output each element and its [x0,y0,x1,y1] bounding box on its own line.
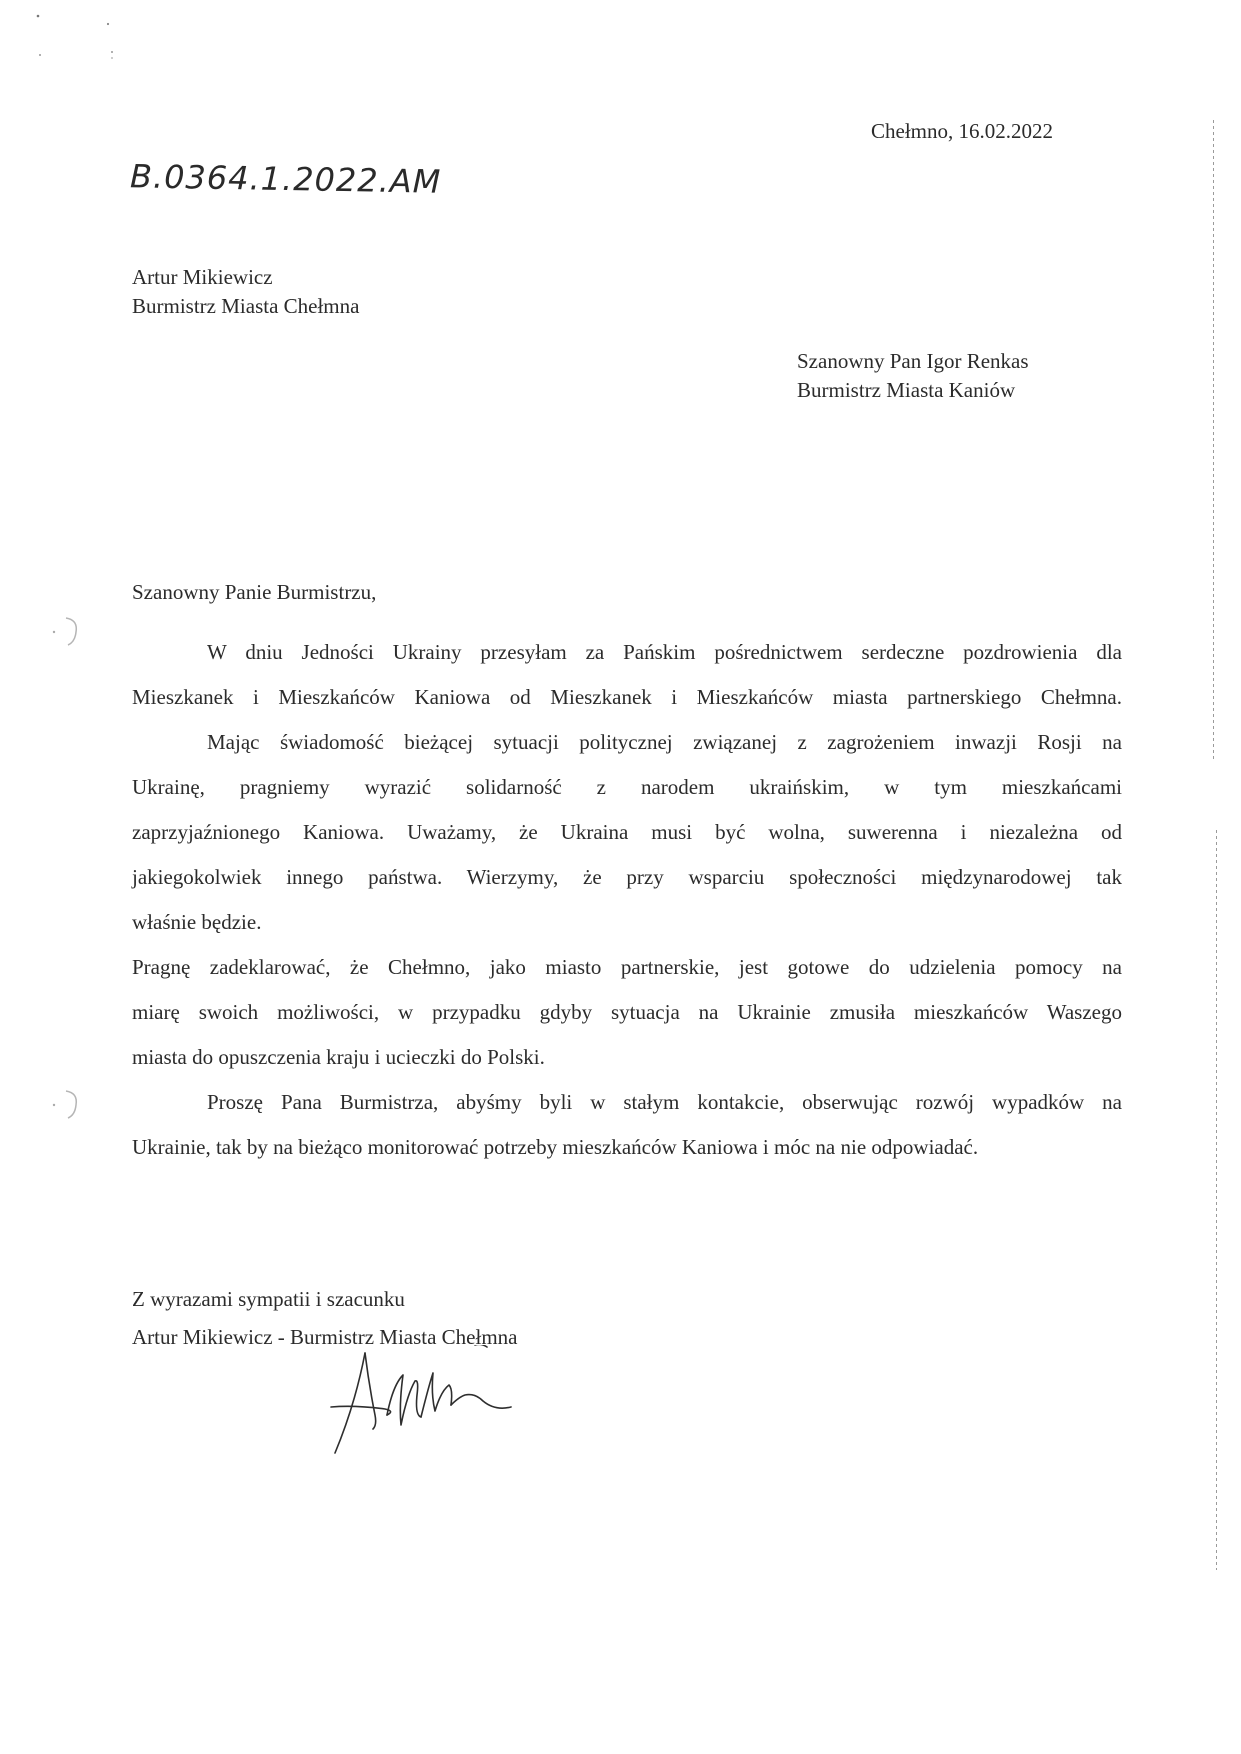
body-line: W dniu Jedności Ukrainy przesyłam za Pańskim pośrednictwem serdeczne pozdrowienia dla [207,640,1122,664]
body-line: Proszę Pana Burmistrza, abyśmy byli w stałym kontakcie, obserwując rozwój wypadków na [207,1090,1122,1114]
letter-body [132,630,1122,1170]
scan-edge-line [1213,120,1214,760]
closing-phrase: Z wyrazami sympatii i szacunku [132,1287,405,1311]
body-line: miarę swoich możliwości, w przypadku gdyby sytuacja na Ukrainie zmusiła mieszkańców Waszego [132,1000,1122,1024]
body-line: jakiegokolwiek innego państwa. Wierzymy, że przy wsparciu społeczności międzynarodowej tak [132,865,1122,889]
body-line: Ukrainie, tak by na bieżąco monitorować potrzeby mieszkańców Kaniowa i móc na nie odpowiadać. [132,1135,979,1159]
recipient-title: Burmistrz Miasta Kaniów [797,378,1016,402]
sender-block [132,263,359,321]
sender-title: Burmistrz Miasta Chełmna [132,294,360,318]
body-line: Mieszkanek i Mieszkańców Kaniowa od Mieszkanek i Mieszkańców miasta partnerskiego Chełmna. [132,685,1122,709]
body-line: Pragnę zadeklarować, że Chełmno, jako miasto partnerskie, jest gotowe do udzielenia pomocy na [132,955,1122,979]
body-line: miasta do opuszczenia kraju i ucieczki do Polski. [132,1045,545,1069]
handwritten-signature [325,1345,555,1460]
recipient-name: Szanowny Pan Igor Renkas [797,349,1029,373]
punch-hole-mark [48,612,88,652]
body-line: Mając świadomość bieżącej sytuacji politycznej związanej z zagrożeniem inwazji Rosji na [207,730,1122,754]
recipient-block [797,347,1029,405]
scan-dots-mark [30,10,130,70]
scan-edge-line [1216,830,1217,1570]
handwritten-reference-number: B.0364.1.2022.AM [129,157,442,201]
punch-hole-mark [48,1085,88,1125]
sender-name: Artur Mikiewicz [132,265,273,289]
body-line: zaprzyjaźnionego Kaniowa. Uważamy, że Ukraina musi być wolna, suwerenna i niezależna od [132,820,1122,844]
body-line: właśnie będzie. [132,910,262,934]
place-date: Chełmno, 16.02.2022 [871,119,1053,143]
closing-signatory: Artur Mikiewicz - Burmistrz Miasta Chełmna [132,1325,518,1349]
body-line: Ukrainę, pragniemy wyrazić solidarność z narodem ukraińskim, w tym mieszkańcami [132,775,1122,799]
salutation: Szanowny Panie Burmistrzu, [132,580,377,604]
